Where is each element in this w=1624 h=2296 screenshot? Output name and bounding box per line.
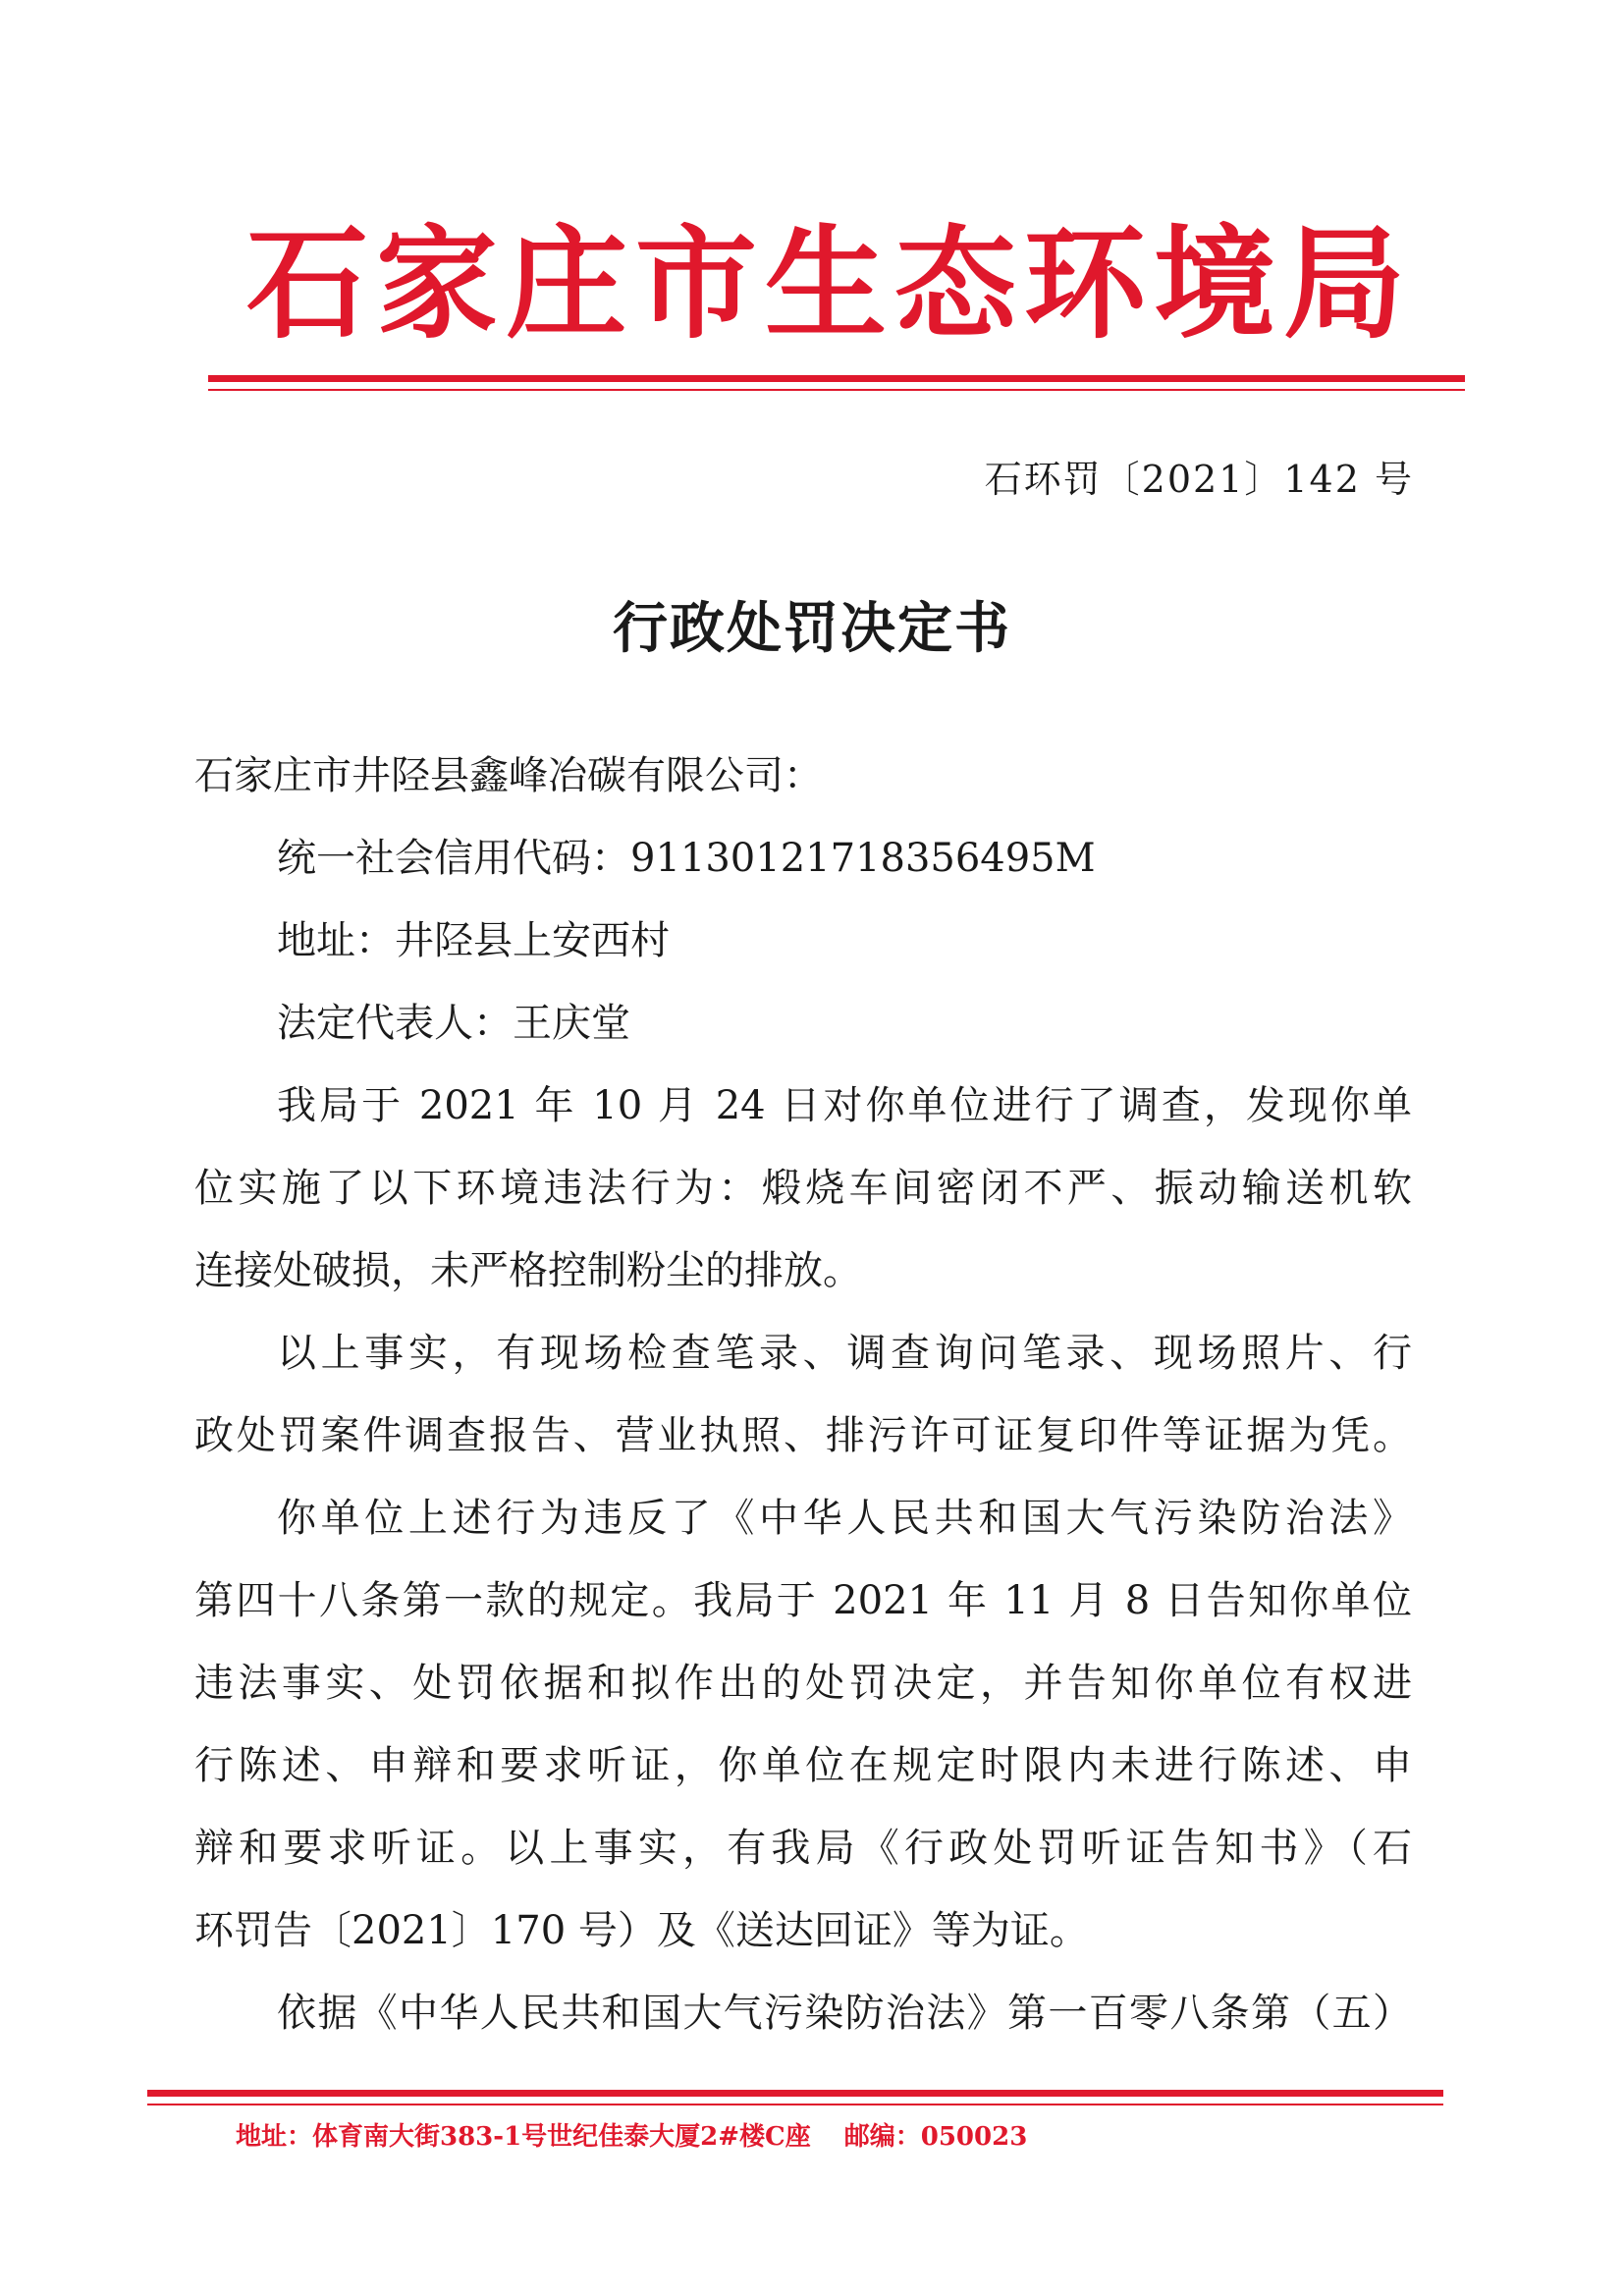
document-title: 行政处罚决定书: [613, 596, 1011, 661]
letterhead-rule-thin: [208, 389, 1465, 391]
document-body: [194, 735, 1412, 2054]
legal-rep-line: 法定代表人：王庆堂: [277, 1001, 630, 1046]
paragraph-3-line-2: 第四十八条第一款的规定。我局于 2021 年 11 月 8 日告知你单位: [194, 1578, 1412, 1623]
paragraph-1-line-3: 连接处破损，未严格控制粉尘的排放。: [194, 1248, 862, 1293]
document-number: 石环罚〔2021〕142 号: [984, 458, 1414, 501]
paragraph-2-line-1: 以上事实，有现场检查笔录、调查询问笔录、现场照片、行: [277, 1331, 1412, 1376]
footer-rule-thick: [147, 2090, 1443, 2097]
footer-contact: [236, 2117, 1027, 2157]
footer-rule-thin: [147, 2104, 1443, 2105]
paragraph-1-line-1: 我局于 2021 年 10 月 24 日对你单位进行了调查，发现你单: [277, 1083, 1412, 1128]
paragraph-3-line-4: 行陈述、申辩和要求听证，你单位在规定时限内未进行陈述、申: [194, 1743, 1412, 1788]
credit-code-line: 统一社会信用代码：91130121718356495M: [277, 836, 1096, 881]
address-line: 地址：井陉县上安西村: [277, 918, 670, 963]
letterhead-rule-thick: [208, 375, 1465, 382]
paragraph-3-line-3: 违法事实、处罚依据和拟作出的处罚决定，并告知你单位有权进: [194, 1661, 1412, 1706]
recipient-line: 石家庄市井陉县鑫峰冶碳有限公司：: [194, 753, 823, 798]
paragraph-4-line-1: 依据《中华人民共和国大气污染防治法》第一百零八条第（五）: [277, 1991, 1412, 2036]
paragraph-3-line-1: 你单位上述行为违反了《中华人民共和国大气污染防治法》: [277, 1496, 1412, 1541]
paragraph-3-line-5: 辩和要求听证。以上事实，有我局《行政处罚听证告知书》（石: [194, 1826, 1412, 1871]
paragraph-2-line-2: 政处罚案件调查报告、营业执照、排污许可证复印件等证据为凭。: [194, 1413, 1412, 1458]
footer-address: 地址：体育南大街383-1号世纪佳泰大厦2#楼C座: [236, 2122, 811, 2152]
letterhead-agency-name: 石家庄市生态环境局: [245, 213, 1413, 355]
paragraph-1-line-2: 位实施了以下环境违法行为：煅烧车间密闭不严、振动输送机软: [194, 1166, 1412, 1211]
paragraph-3-line-6: 环罚告〔2021〕170 号）及《送达回证》等为证。: [194, 1908, 1089, 1953]
footer-postcode: 邮编：050023: [843, 2122, 1028, 2152]
